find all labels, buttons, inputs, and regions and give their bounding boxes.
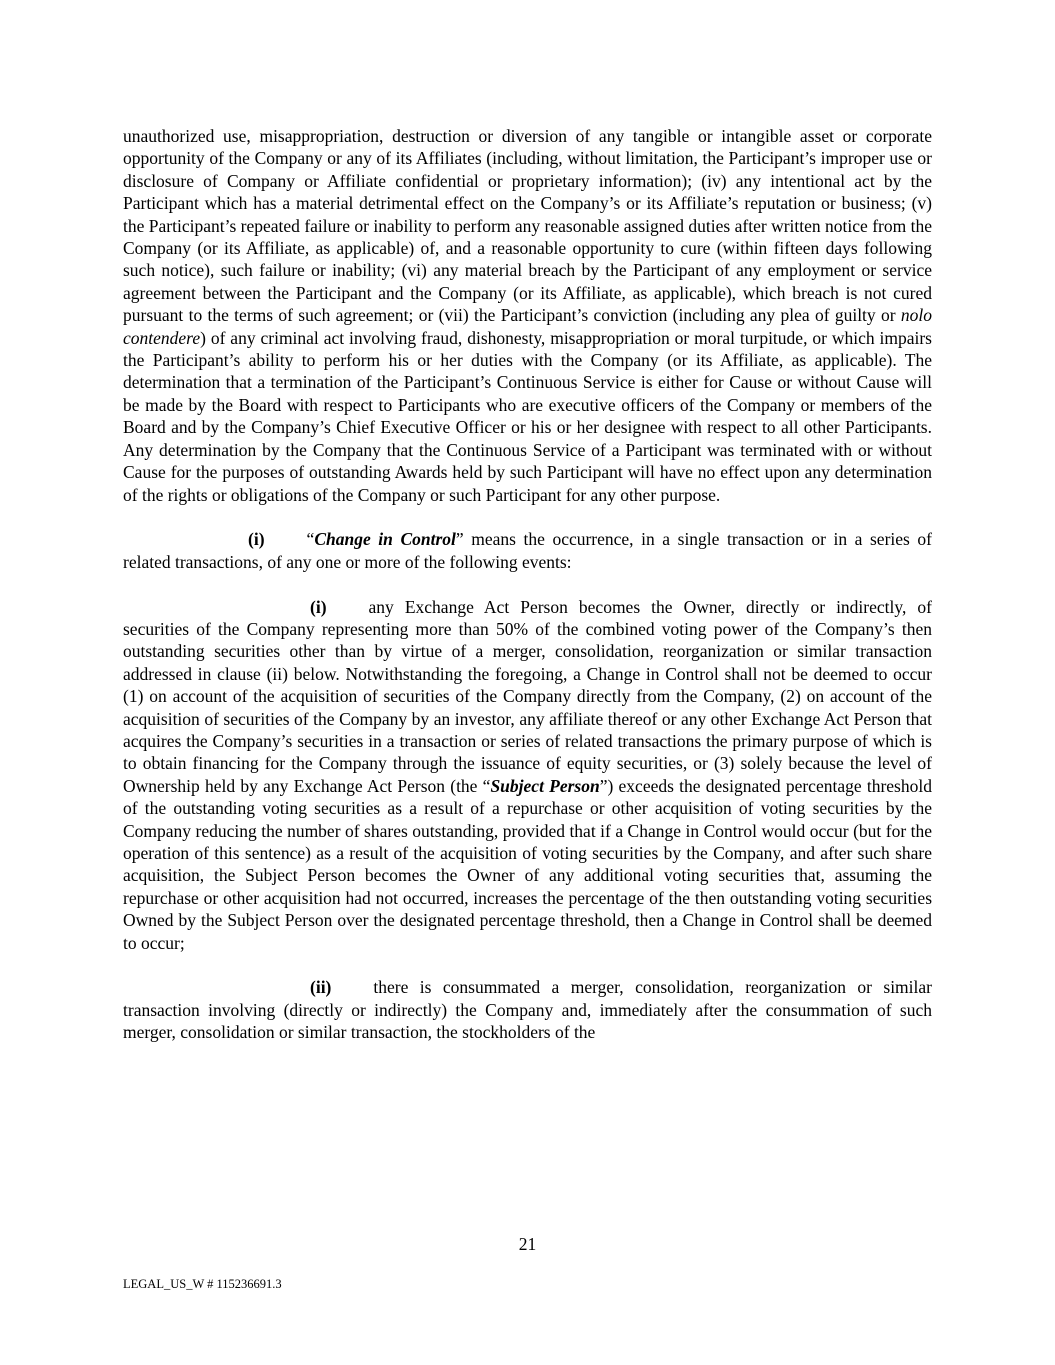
- paragraph-change-in-control-clause-i: [123, 596, 932, 955]
- text-run: nolo contendere: [123, 305, 932, 348]
- text-run: any Exchange Act Person becomes the Owner, directly or indirectly, of securities of the Company representing more than 50% of the combined voting power of the Company’s then outstanding securities other than by virtue of a merger, consolidation, reorganization or similar transaction addressed in clause (ii) below. Notwithstanding the foregoing, a Change in Control shall not be deemed to occur (1) on account of the acquisition of securities of the Company directly from the Company, (2) on account of the acquisition of securities of the Company by an investor, any affiliate thereof or any other Exchange Act Person that acquires the Company’s securities in a transaction or series of related transactions the primary purpose of which is to obtain financing for the Company through the issuance of equity securities, or (3) solely because the level of Ownership held by any Exchange Act Person (the “: [123, 596, 932, 796]
- text-run: ) of any criminal act involving fraud, dishonesty, misappropriation or moral turpitude, or which impairs the Participant’s ability to perform his or her duties with the Company (or its Affiliate, as applicable). The determination that a termination of the Participant’s Continuous Service is either for Cause or without Cause will be made by the Board with respect to Participants who are executive officers of the Company or members of the Board and by the Company’s Chief Executive Officer or his or her designee with respect to all other Participants. Any determination by the Company that the Continuous Service of a Participant was terminated with or without Cause for the purposes of outstanding Awards held by such Participant will have no effect upon any determination of the rights or obligations of the Company or such Participant for any other purpose.: [123, 327, 932, 505]
- text-run: (i): [310, 596, 327, 617]
- text-run: Change in Control: [314, 529, 456, 550]
- text-run: unauthorized use, misappropriation, destruction or diversion of any tangible or intangible asset or corporate opportunity of the Company or any of its Affiliates (including, without limitation, the Participant’s improper use or disclosure of Company or Affiliate confidential or proprietary information); (iv) any intentional act by the Participant which has a material detrimental effect on the Company’s or its Affiliate’s reputation or business; (v) the Participant’s repeated failure or inability to perform any reasonable assigned duties after written notice from the Company (or its Affiliate, as applicable) of, and a reasonable opportunity to cure (within fifteen days following such notice), such failure or inability; (vi) any material breach by the Participant of any employment or service agreement between the Participant and the Company (or its Affiliate, as applicable), which breach is not cured pursuant to the terms of such agreement; or (vii) the Participant’s conviction (including any plea of guilty or: [123, 126, 932, 326]
- text-run: (ii): [310, 977, 332, 998]
- paragraph-cause-definition-continuation: [123, 125, 932, 506]
- page-number: 21: [518, 1234, 537, 1254]
- text-run: ”) exceeds the designated percentage threshold of the outstanding voting securities as a result of a repurchase or other acquisition of voting securities by the Company reducing the number of shares outstanding, provided that if a Change in Control would occur (but for the operation of this sentence) as a result of the acquisition of voting securities by the Company, and after such share acquisition, the Subject Person becomes the Owner of any additional voting securities that, assuming the repurchase or other acquisition had not occurred, increases the percentage of the then outstanding voting securities Owned by the Subject Person over the designated percentage threshold, then a Change in Control shall be deemed to occur;: [123, 775, 932, 953]
- document-footer-id: LEGAL_US_W # 115236691.3: [123, 1277, 282, 1291]
- text-run: (i): [248, 529, 265, 550]
- text-run: Subject Person: [490, 775, 600, 796]
- text-run: ” means the occurrence, in a single transaction or in a series of related transactions, of any one or more of the following events:: [123, 529, 932, 572]
- text-run: there is consummated a merger, consolidation, reorganization or similar transaction involving (directly or indirectly) the Company and, immediately after the consummation of such merger, consolidation or similar transaction, the stockholders of the: [123, 977, 932, 1043]
- paragraph-change-in-control-clause-ii: [123, 976, 932, 1043]
- paragraph-change-in-control-intro: [123, 528, 932, 573]
- text-run: “: [306, 529, 315, 550]
- document-body: [123, 125, 932, 1066]
